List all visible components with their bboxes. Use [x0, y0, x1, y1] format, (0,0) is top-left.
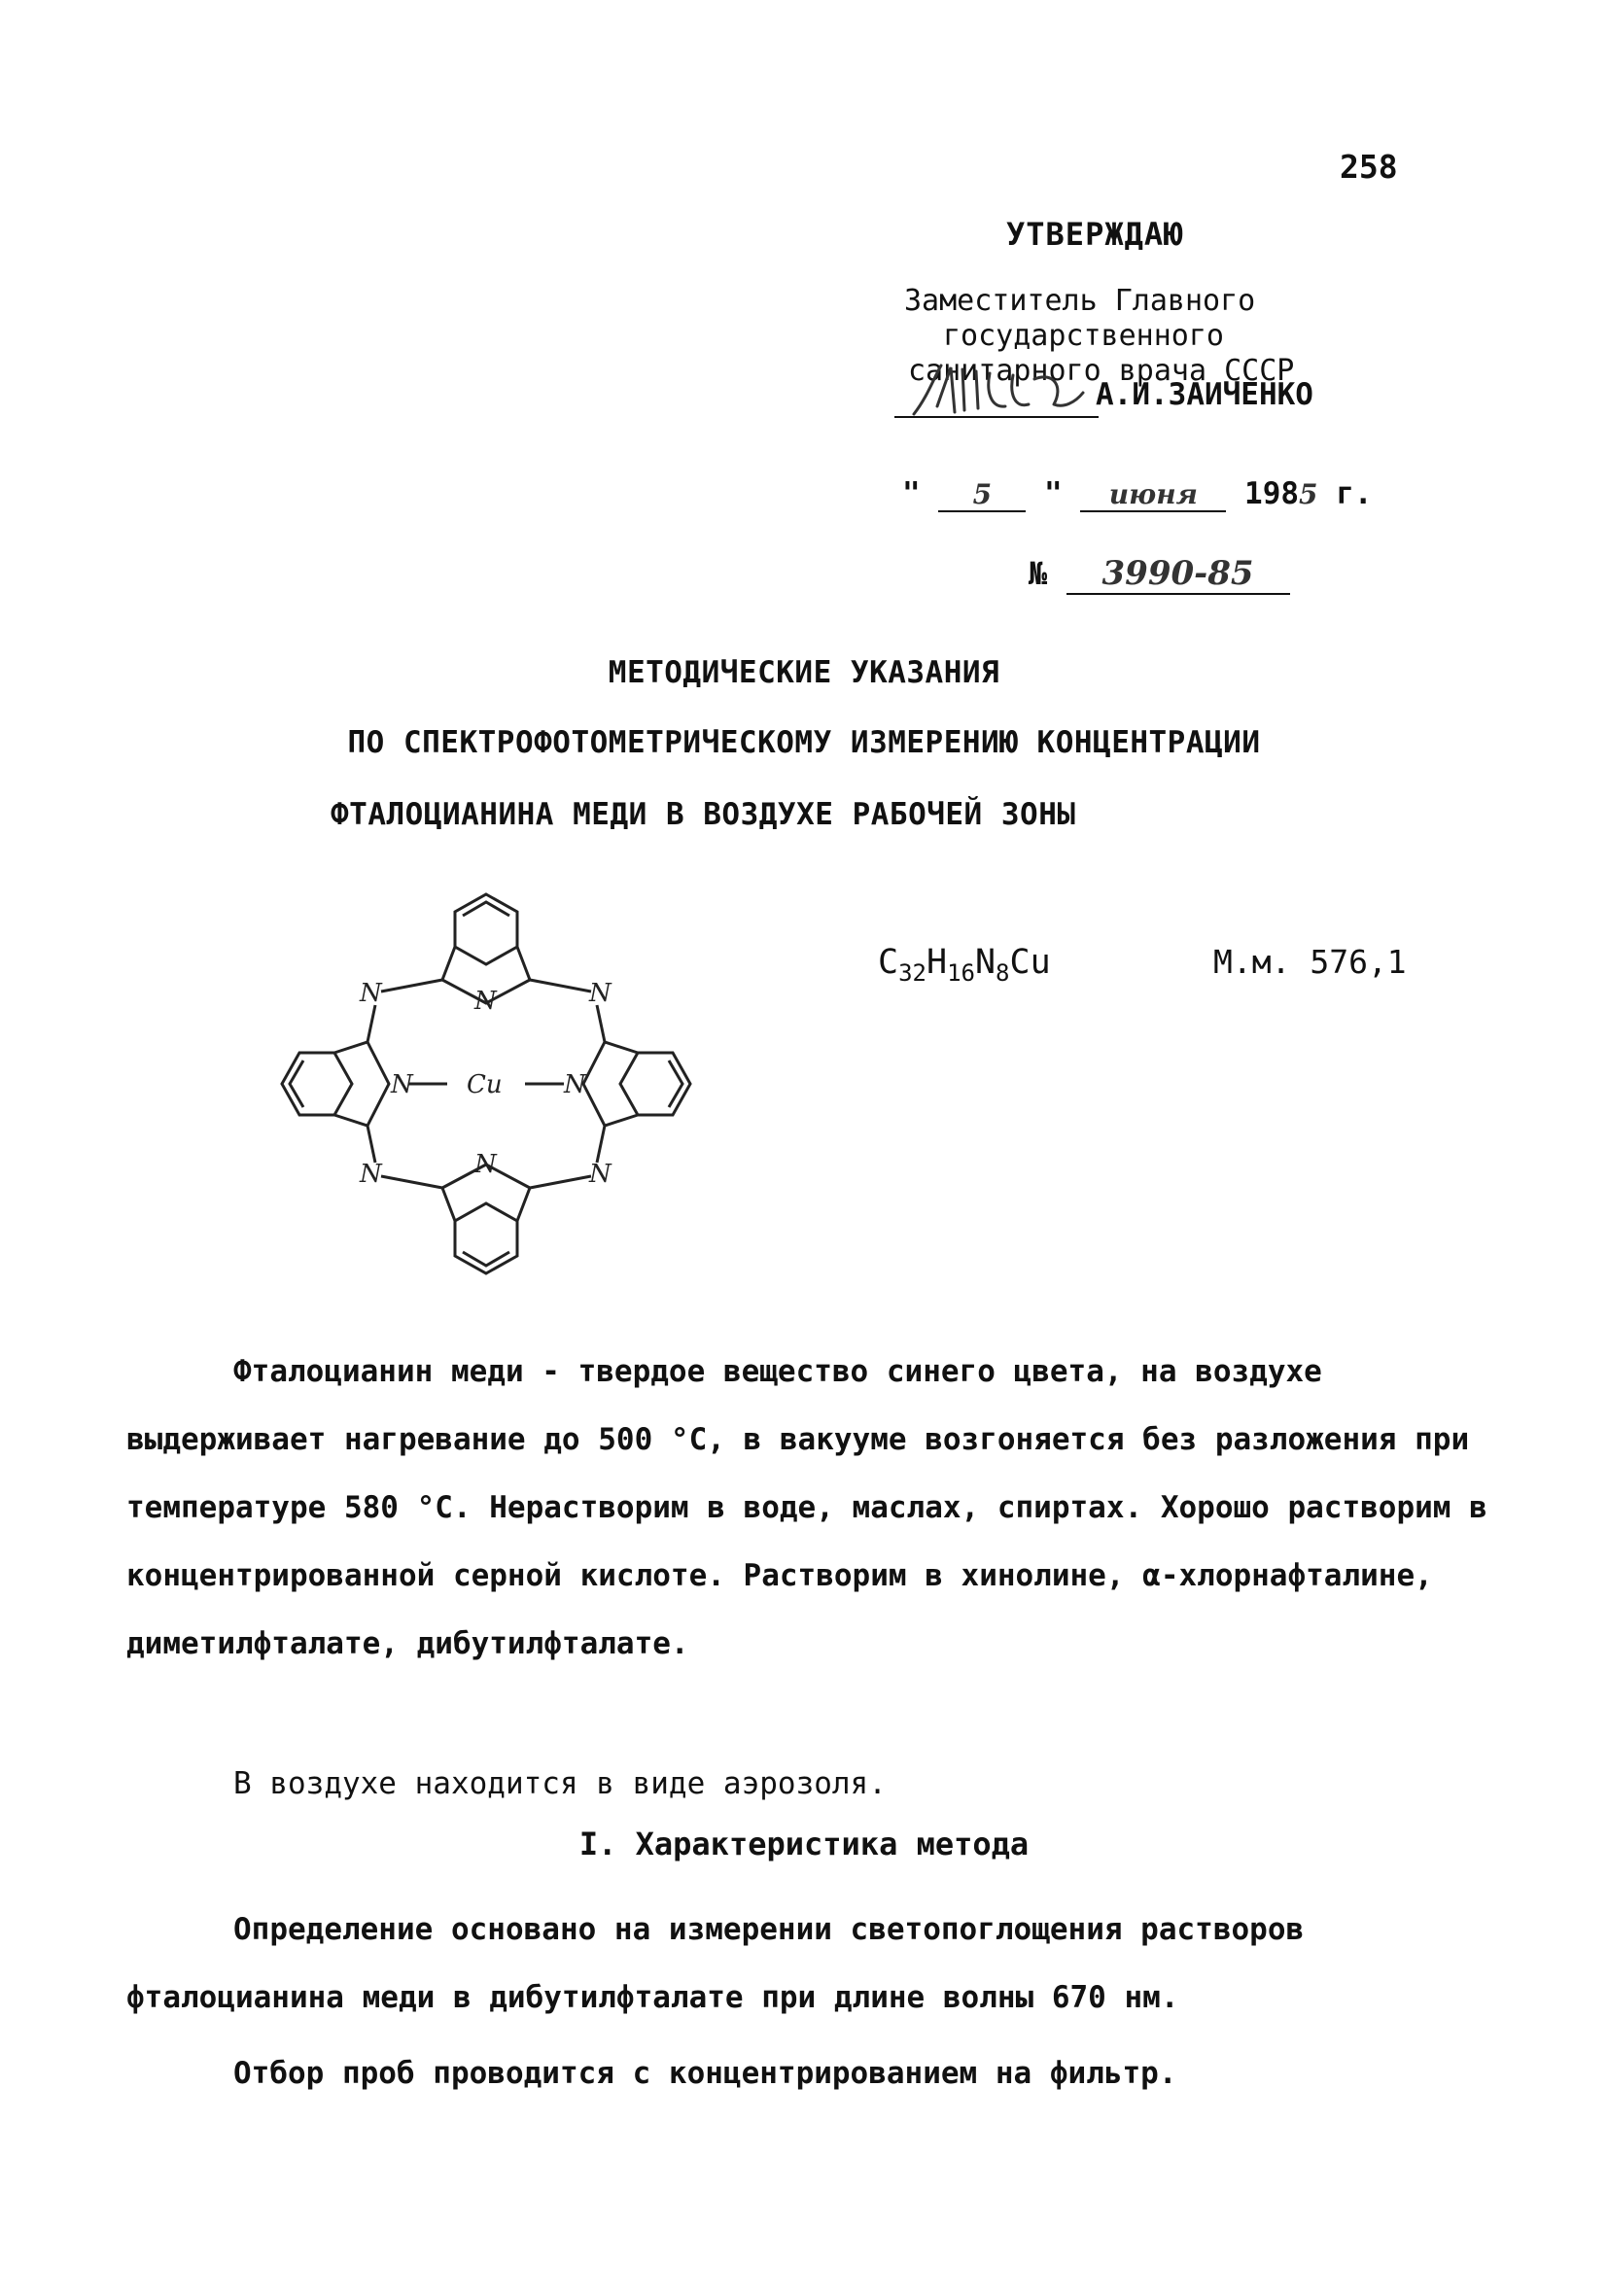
approver-position-line3: санитарного врача СССР [908, 354, 1295, 388]
structural-formula-diagram [262, 875, 710, 1293]
nitrogen-label-left: N [391, 1070, 413, 1099]
registration-number-row [1029, 554, 1290, 595]
paragraph-properties [126, 1338, 1487, 1678]
molecular-formula [878, 943, 1051, 987]
copper-label: Cu [467, 1070, 503, 1099]
approval-heading: УТВЕРЖДАЮ [1006, 216, 1184, 253]
formula-carbon: C [878, 943, 899, 982]
formula-hydrogen: H [926, 943, 948, 982]
registration-number: 3990-85 [1066, 554, 1290, 595]
pyrrole-ring-right [583, 1042, 638, 1126]
structure-atom-labels [359, 979, 612, 1189]
paragraph-aerosol: В воздухе находится в виде аэрозоля. [233, 1766, 887, 1801]
formula-nitrogen: N [974, 943, 996, 982]
approver-position-line2: государственного [943, 319, 1224, 353]
nitrogen-label-top: N [474, 987, 497, 1016]
date-open-quote: " [902, 476, 921, 511]
registration-prefix: № [1029, 555, 1048, 592]
paragraph-sampling: Отбор проб проводится с концентрированием на фильтр. [233, 2056, 1177, 2091]
formula-copper: Cu [1009, 943, 1051, 982]
nitrogen-label-bottom-left: N [360, 1160, 382, 1189]
page-number: 258 [1340, 148, 1398, 186]
section-heading-method: I. Характеристика метода [578, 1826, 1030, 1862]
signature-line [894, 416, 1099, 418]
date-year-suffix: г. [1336, 476, 1373, 511]
nitrogen-label-top-right: N [589, 979, 612, 1008]
nitrogen-label-right: N [564, 1070, 586, 1099]
approver-position-line1: Заместитель Главного [904, 284, 1256, 318]
document-title-line2: ПО СПЕКТРОФОТОМЕТРИЧЕСКОМУ ИЗМЕРЕНИЮ КОНЦЕНТРАЦИИ [347, 725, 1261, 760]
paragraph-method-principle-text: Определение основано на измерении светопоглощения растворов фталоцианина меди в дибутилфталате при длине волны 670 нм. [126, 1912, 1305, 2015]
benzene-ring-left [282, 1053, 352, 1115]
formula-carbon-count: 32 [898, 959, 926, 987]
document-title-line1: МЕТОДИЧЕСКИЕ УКАЗАНИЯ [608, 655, 1000, 690]
approver-name: А.И.ЗАИЧЕНКО [1096, 377, 1313, 412]
approval-date [902, 476, 1373, 523]
date-year: 198 [1244, 476, 1300, 511]
date-close-quote: " [1044, 476, 1063, 511]
paragraph-method-principle [126, 1896, 1487, 2032]
document-title-line3: ФТАЛОЦИАНИНА МЕДИ В ВОЗДУХЕ РАБОЧЕЙ ЗОНЫ [331, 797, 1076, 832]
benzene-ring-top [455, 894, 517, 964]
nitrogen-label-bottom: N [474, 1150, 497, 1179]
formula-hydrogen-count: 16 [947, 959, 975, 987]
molar-mass: М.м. 576,1 [1213, 943, 1407, 981]
nitrogen-label-top-left: N [360, 979, 382, 1008]
nitrogen-label-bottom-right: N [589, 1160, 612, 1189]
date-year-handwritten-digit: 5 [1299, 478, 1318, 510]
benzene-ring-right [620, 1053, 690, 1115]
paragraph-properties-text: Фталоцианин меди - твердое вещество синего цвета, на воздухе выдерживает нагревание до 500 °С, в вакууме возгоняется без разложения при температуре 580 °С. Нерастворим в воде, маслах, спиртах. Хорошо растворим в концентрированной серной кислоте. Растворим в хинолине, α-хлорнафталине, диметилфталате, дибутилфталате. [126, 1354, 1487, 1661]
pyrrole-ring-left [334, 1042, 389, 1126]
date-month: июня [1080, 478, 1226, 512]
signature-mark [908, 358, 1093, 420]
date-day: 5 [938, 478, 1026, 512]
formula-nitrogen-count: 8 [996, 959, 1010, 987]
benzene-ring-bottom [455, 1203, 517, 1273]
